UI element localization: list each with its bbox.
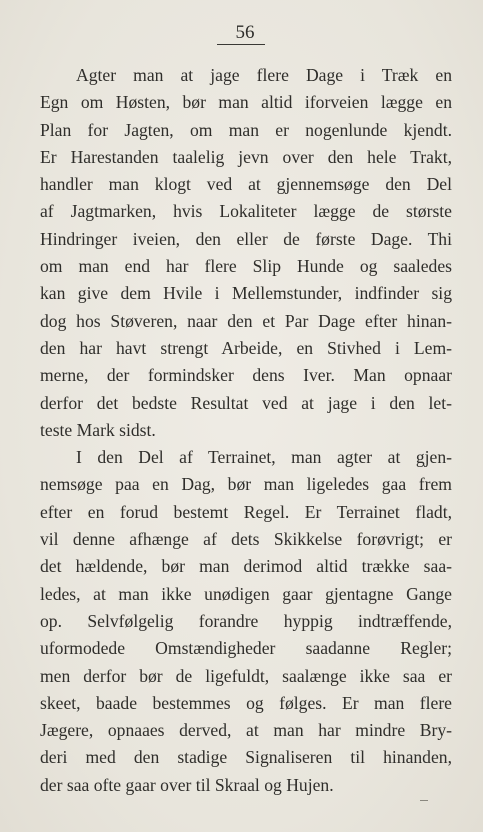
- text-line: deri med den stadige Signaliseren til hinanden,: [40, 747, 452, 768]
- text-line: uformodede Omstændigheder saadanne Regler;: [40, 638, 452, 659]
- text-line: I den Del af Terrainet, man agter at gjen-: [76, 447, 452, 468]
- body-text: [40, 62, 452, 799]
- text-line: Agter man at jage flere Dage i Træk en: [76, 65, 452, 85]
- text-line: handler man klogt ved at gjennemsøge den Del: [40, 174, 452, 195]
- text-line: efter en forud bestemt Regel. Er Terrainet fladt,: [40, 501, 452, 522]
- text-line: det hældende, bør man derimod altid trække saa-: [40, 556, 452, 577]
- text-line: merne, der formindsker dens Iver. Man opnaar: [40, 365, 452, 386]
- text-line: dog hos Støveren, naar den et Par Dage efter hinan-: [40, 310, 452, 331]
- text-line: der saa ofte gaar over til Skraal og Hujen.: [40, 774, 334, 795]
- page-number: 56: [235, 22, 255, 43]
- page-number-rule: [217, 44, 265, 45]
- text-line: Plan for Jagten, om man er nogenlunde kjendt.: [40, 119, 452, 140]
- text-line: kan give dem Hvile i Mellemstunder, indfinder sig: [40, 283, 452, 304]
- text-line: Jægere, opnaaes derved, at man har mindre Bry-: [40, 720, 452, 741]
- text-line: men derfor bør de ligefuldt, saalænge ikke saa er: [40, 665, 452, 686]
- text-line: nemsøge paa en Dag, bør man ligeledes gaa frem: [40, 474, 452, 495]
- print-speck: [420, 800, 428, 801]
- text-line: skeet, baade bestemmes og følges. Er man flere: [40, 692, 452, 713]
- text-line: Egn om Høsten, bør man altid iforveien lægge en: [40, 92, 452, 113]
- text-line: om man end har flere Slip Hunde og saaledes: [40, 256, 452, 277]
- text-line: derfor det bedste Resultat ved at jage i den let-: [40, 392, 452, 413]
- text-line: af Jagtmarken, hvis Lokaliteter lægge de største: [40, 201, 452, 222]
- text-line: vil denne afhænge af dets Skikkelse forøvrigt; er: [40, 529, 452, 550]
- text-line: den har havt strengt Arbeide, en Stivhed i Lem-: [40, 337, 452, 358]
- text-line: Er Harestanden taalelig jevn over den hele Trakt,: [40, 146, 452, 167]
- text-line: ledes, at man ikke unødigen gaar gjentagne Gange: [40, 583, 452, 604]
- text-line: op. Selvfølgelig forandre hyppig indtræffende,: [40, 610, 452, 631]
- text-line: teste Mark sidst.: [40, 419, 156, 440]
- text-line: Hindringer iveien, den eller de første Dage. Thi: [40, 228, 452, 249]
